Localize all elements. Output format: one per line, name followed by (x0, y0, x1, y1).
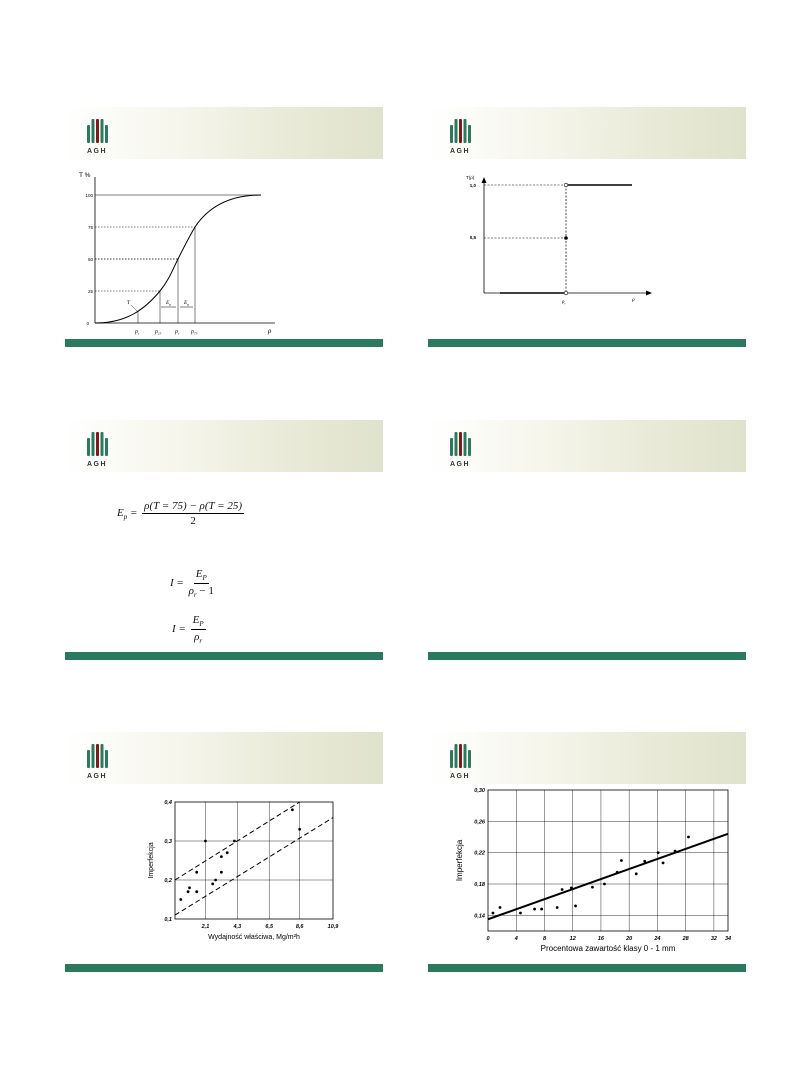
x-tick-label: 12 (569, 936, 576, 942)
data-point (674, 850, 677, 853)
y-axis-label: T % (79, 172, 91, 179)
data-point (603, 883, 606, 886)
data-point (195, 871, 198, 874)
data-point (220, 855, 223, 858)
data-point (211, 883, 214, 886)
trend-band-line (175, 818, 333, 916)
e-label: $E_p$ (184, 300, 190, 307)
agh-logo-icon (444, 113, 476, 155)
x-tick-label: 4 (514, 936, 518, 942)
x-tick-label: 20 (626, 936, 633, 942)
data-point (204, 840, 207, 843)
formula-ep: $E_p$ = $\frac{\rho(T = 75) - \rho(T = 25)}{2}$ (117, 500, 242, 527)
x-tick-label: 6,5 (265, 924, 274, 930)
data-point (574, 905, 577, 908)
data-point (643, 860, 646, 863)
data-point (662, 861, 665, 864)
plot-frame (488, 790, 728, 931)
x-axis-label: ρ (268, 327, 272, 335)
svg-text:AGH: AGH (86, 773, 108, 780)
data-point (179, 898, 182, 901)
imperfection-vs-fines-chart (428, 784, 746, 964)
slide-header (428, 107, 746, 159)
y-tick-label: 0,26 (474, 819, 485, 826)
regression-line (488, 834, 728, 919)
x-tick-label: 10,9 (327, 924, 339, 930)
imperfection-vs-capacity-chart (65, 784, 383, 964)
data-point (556, 906, 559, 909)
data-point (519, 912, 522, 915)
slide-5 (65, 732, 383, 972)
y-tick: 0,5 (469, 235, 476, 240)
data-point (492, 912, 495, 915)
slide-4 (428, 420, 746, 660)
y-tick: 75 (87, 225, 93, 230)
data-point (499, 906, 502, 909)
data-point (220, 871, 223, 874)
y-tick-label: 0,14 (474, 913, 485, 920)
x-tick-label: 0 (486, 936, 490, 942)
agh-logo-icon (81, 426, 113, 468)
data-point (188, 886, 191, 889)
e-label: $E_p$ (166, 300, 172, 307)
slide-footer (428, 964, 746, 972)
data-point (291, 808, 294, 811)
slide-header (428, 420, 746, 472)
y-tick: 1,0 (469, 183, 476, 188)
slide-footer (428, 339, 746, 347)
formula-i-1: I = $\frac{E_P}{\rho_r - 1}$ (170, 568, 214, 600)
y-tick: 100 (85, 193, 93, 198)
svg-text:AGH: AGH (86, 148, 108, 155)
agh-logo-icon (444, 738, 476, 780)
curve-label: T (127, 300, 131, 306)
data-point (570, 887, 573, 890)
agh-logo-icon (444, 426, 476, 468)
data-point (687, 836, 690, 839)
data-point (616, 871, 619, 874)
y-tick: 0 (86, 321, 89, 326)
agh-logo-icon (81, 738, 113, 780)
y-axis-title: Imperfekcja (455, 839, 464, 882)
slide-footer (428, 652, 746, 660)
x-tick-label: 34 (724, 936, 732, 942)
x-tick-label: 8,6 (295, 924, 304, 930)
svg-text:AGH: AGH (449, 148, 471, 155)
slide-footer (65, 964, 383, 972)
slide-2 (428, 107, 746, 347)
y-tick: 25 (87, 289, 93, 294)
x-axis-title: Procentowa zawartość klasy 0 - 1 mm (540, 944, 676, 953)
s-curve-chart (65, 159, 383, 339)
plot-frame (175, 802, 333, 919)
y-tick-label: 0,30 (474, 788, 485, 794)
slide-footer (65, 339, 383, 347)
x-tick-label: 24 (654, 936, 661, 942)
x-mark: $\rho_{75}$ (191, 329, 198, 336)
data-point (533, 908, 536, 911)
slide-6 (428, 732, 746, 972)
x-axis-label: ρ (632, 297, 635, 303)
x-mark: $\rho_r$ (175, 329, 180, 336)
y-tick-label: 0,4 (164, 800, 172, 806)
data-point (298, 828, 301, 831)
data-point (635, 872, 638, 875)
data-point (233, 840, 236, 843)
slide-3 (65, 420, 383, 660)
data-point (561, 888, 564, 891)
x-tick-label: 16 (597, 936, 605, 942)
x-tick-label: 8 (542, 936, 547, 942)
data-point (620, 859, 623, 862)
agh-logo-icon (81, 113, 113, 155)
y-tick-label: 0,2 (164, 878, 172, 884)
x-mark: $\rho_t$ (135, 329, 139, 336)
x-tick-label: 28 (682, 936, 689, 942)
y-tick-label: 0,18 (474, 882, 485, 888)
slide-header (65, 107, 383, 159)
x-axis-title: Wydajność właściwa, Mg/m²h (208, 934, 300, 941)
slide-footer (65, 652, 383, 660)
svg-text:AGH: AGH (449, 773, 471, 780)
x-mark: $\rho_{25}$ (155, 329, 162, 336)
slide-header (65, 420, 383, 472)
data-point (540, 908, 543, 911)
y-tick-label: 0,1 (164, 917, 172, 923)
step-function-chart (428, 159, 746, 339)
svg-text:AGH: AGH (86, 461, 108, 468)
x-mark: $\rho_r$ (562, 300, 566, 306)
x-tick-label: 32 (710, 936, 717, 942)
data-point (214, 879, 217, 882)
slide-1 (65, 107, 383, 347)
y-tick-label: 0,3 (164, 839, 172, 845)
x-tick-label: 2,1 (201, 924, 210, 930)
data-point (591, 886, 594, 889)
x-tick-label: 4,3 (233, 924, 242, 930)
slide-header (65, 732, 383, 784)
data-point (657, 851, 660, 854)
data-point (195, 890, 198, 893)
slide-header (428, 732, 746, 784)
data-point (187, 890, 190, 893)
y-axis-title: Imperfekcja (148, 842, 155, 879)
y-tick: 50 (87, 257, 93, 262)
data-point (226, 851, 229, 854)
y-tick-label: 0,22 (474, 850, 485, 857)
formula-i-2: I = $\frac{E_P}{\rho_r}$ (172, 614, 204, 646)
y-axis-label: T(ρ) (466, 175, 475, 180)
svg-text:AGH: AGH (449, 461, 471, 468)
